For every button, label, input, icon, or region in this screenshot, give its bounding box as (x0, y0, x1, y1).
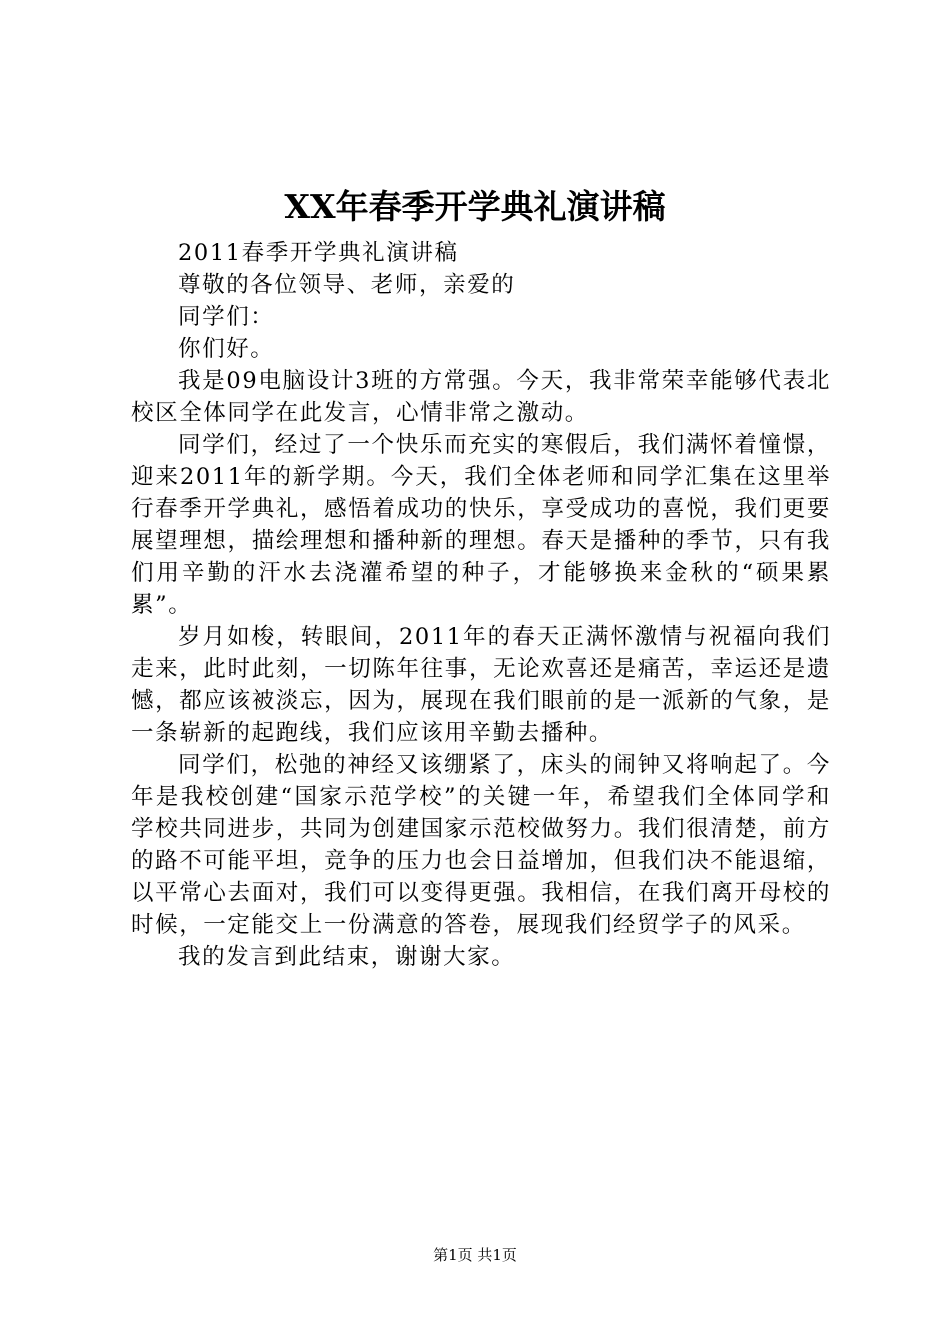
paragraph-salutation-cont: 同学们： (178, 304, 275, 330)
paragraph-body-2: 岁月如梭，转眼间，2011年的春天正满怀激情与祝福向我们走来，此时此刻，一切陈年往事，无论欢喜还是痛苦，幸运还是遗憾，都应该被淡忘，因为，展现在我们眼前的是一派新的气象，是一条崭新的起跑线，我们应该用辛勤去播种。 (131, 624, 831, 746)
document-title: XX年春季开学典礼演讲稿 (284, 187, 666, 226)
paragraph-subtitle: 2011春季开学典礼演讲稿 (178, 240, 459, 266)
paragraph-body-1: 同学们，经过了一个快乐而充实的寒假后，我们满怀着憧憬，迎来2011年的新学期。今天，我们全体老师和同学汇集在这里举行春季开学典礼，感悟着成功的快乐，享受成功的喜悦，我们更要展望理想，描绘理想和播种新的理想。春天是播种的季节，只有我们用辛勤的汗水去浇灌希望的种子，才能够换来金秋的“硕果累累”。 (131, 432, 831, 618)
paragraph-introduction: 我是09电脑设计3班的方常强。今天，我非常荣幸能够代表北校区全体同学在此发言，心情非常之激动。 (131, 368, 831, 426)
paragraph-salutation: 尊敬的各位领导、老师，亲爱的 (178, 272, 516, 298)
document-body (131, 237, 831, 973)
paragraph-body-3: 同学们，松弛的神经又该绷紧了，床头的闹钟又将响起了。今年是我校创建“国家示范学校”的关键一年，希望我们全体同学和学校共同进步，共同为创建国家示范校做努力。我们很清楚，前方的路不可能平坦，竞争的压力也会日益增加，但我们决不能退缩，以平常心去面对，我们可以变得更强。我相信，在我们离开母校的时候，一定能交上一份满意的答卷，展现我们经贸学子的风采。 (131, 752, 831, 938)
paragraph-greeting: 你们好。 (178, 336, 275, 362)
page-footer: 第1页 共1页 (433, 1246, 517, 1264)
paragraph-closing: 我的发言到此结束，谢谢大家。 (178, 944, 516, 970)
